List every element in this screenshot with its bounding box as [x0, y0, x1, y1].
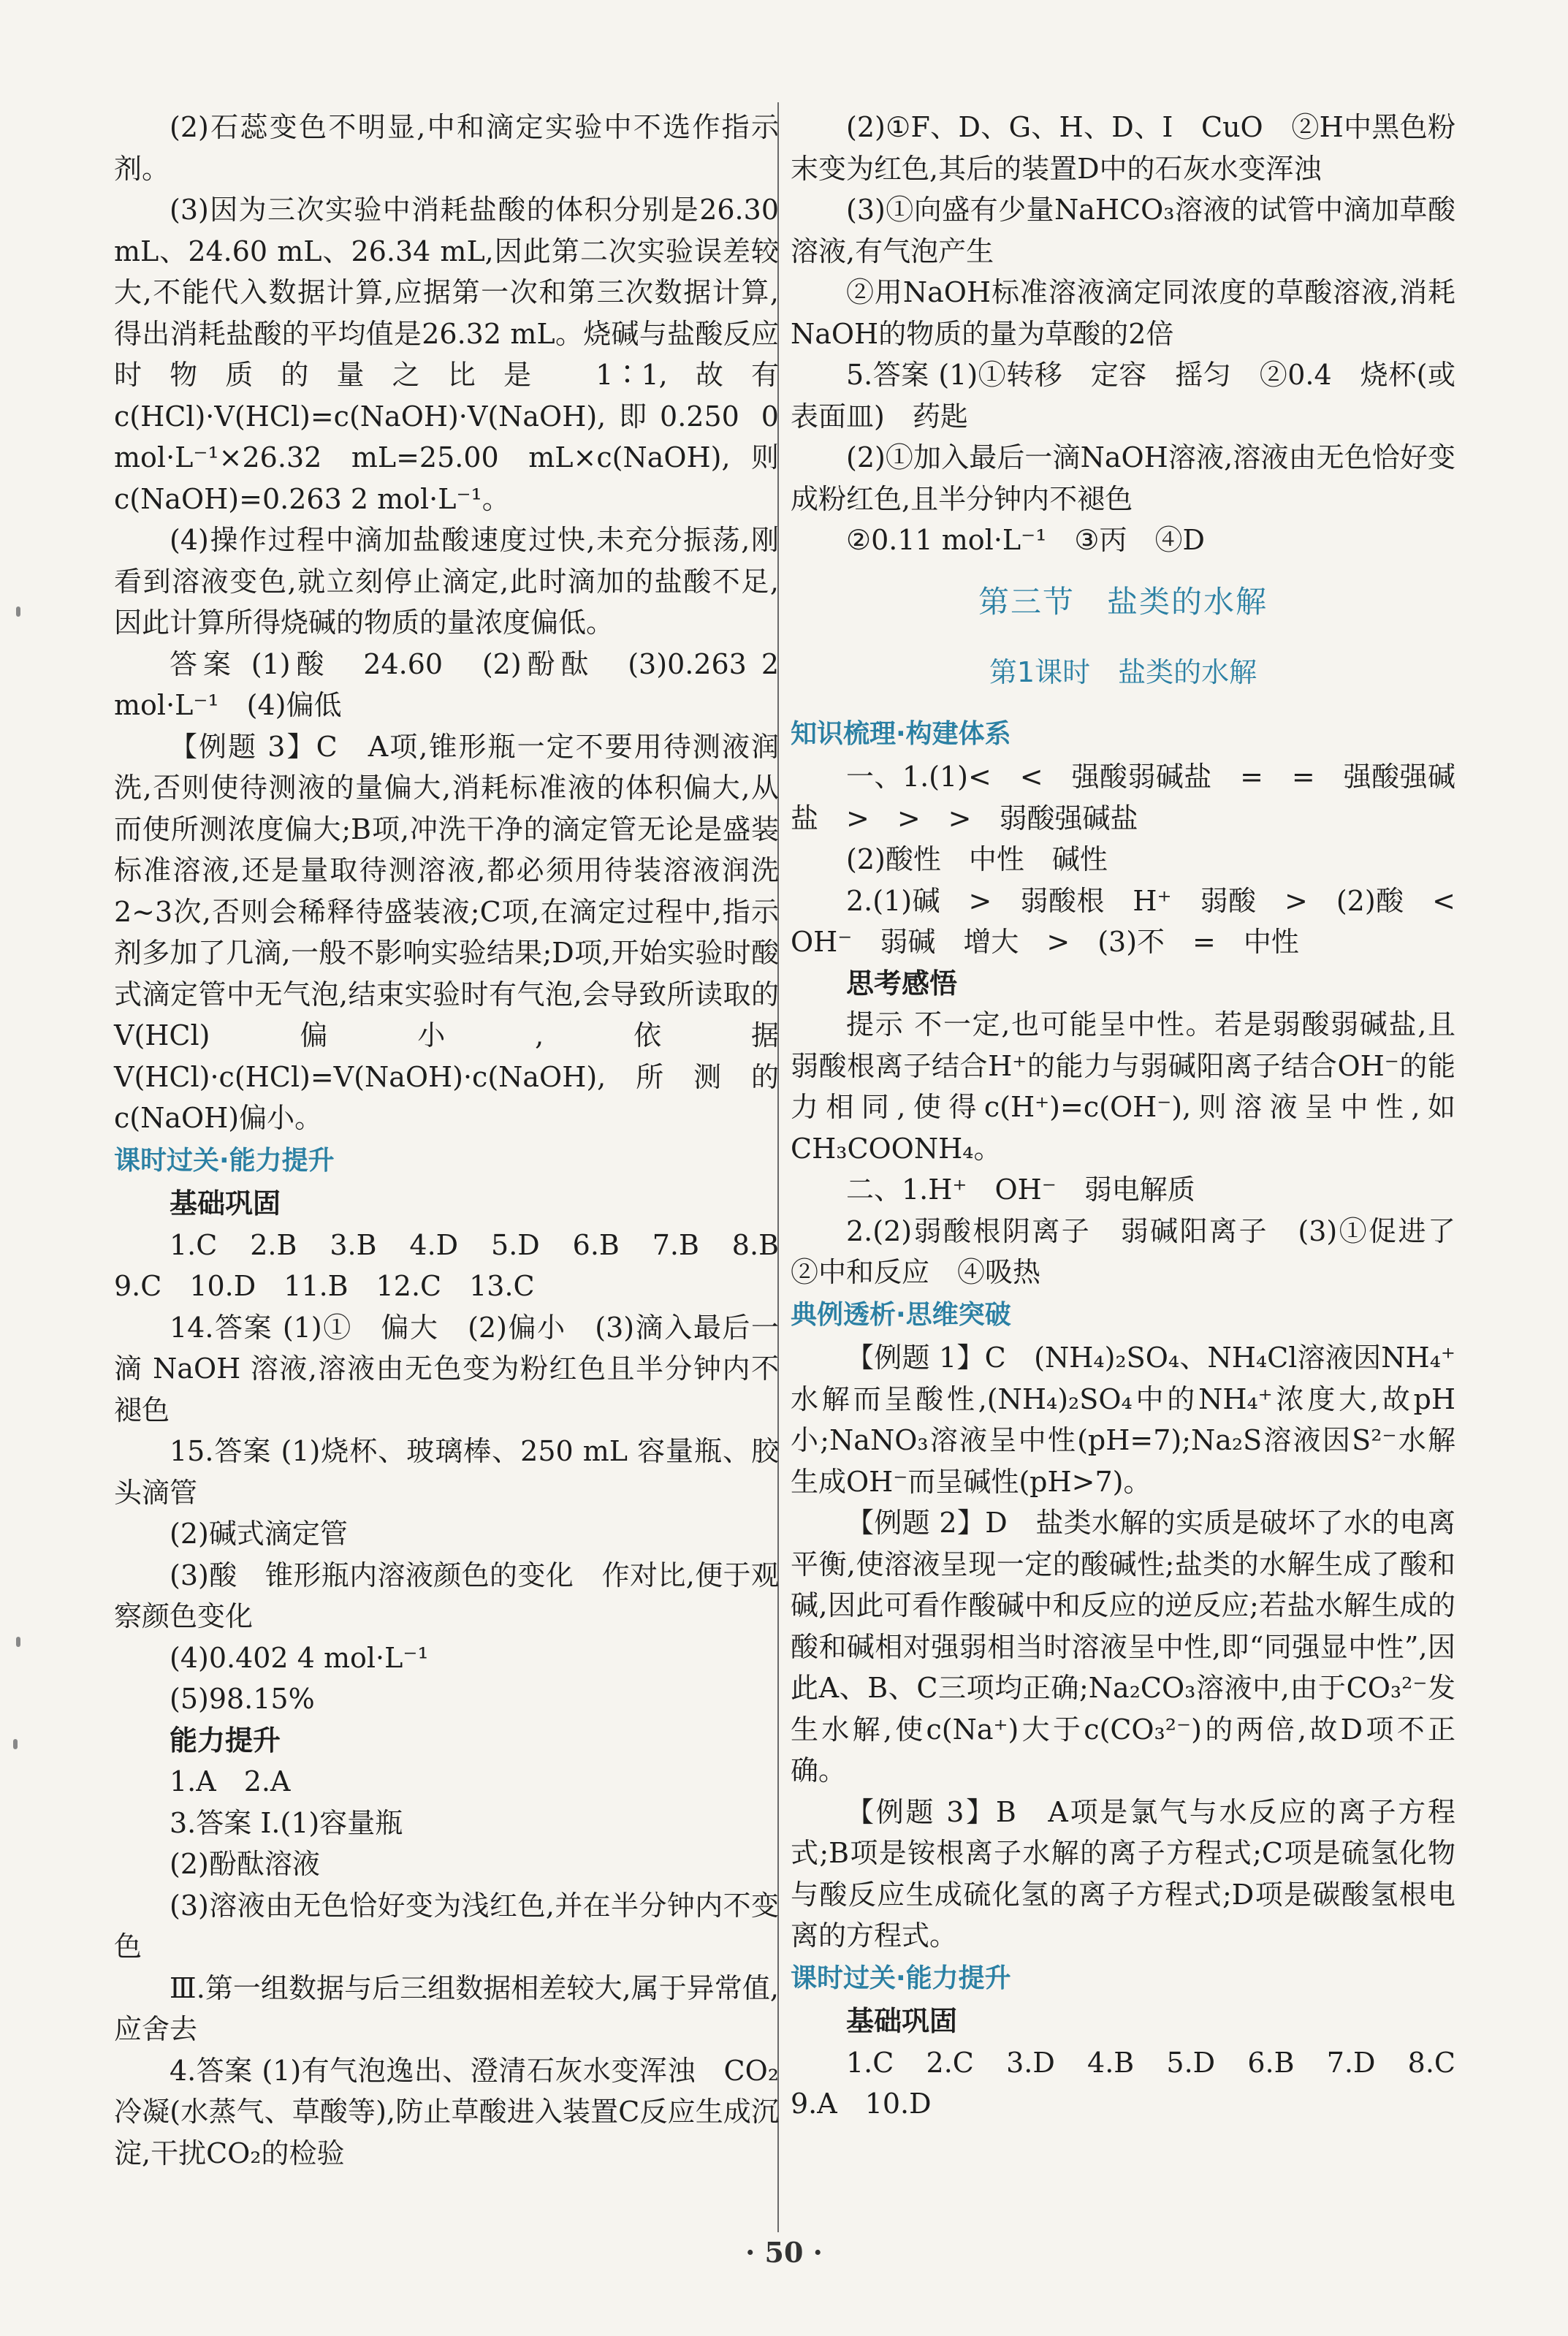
paragraph: 2.(2)弱酸根阴离子 弱碱阳离子 (3)①促进了 ②中和反应 ④吸热 [791, 1214, 1484, 1288]
answer-3: 3.答案 Ⅰ.(1)容量瓶 [170, 1806, 403, 1839]
paragraph: (3)①向盛有少量NaHCO₃溶液的试管中滴加草酸溶液,有气泡产生 [791, 194, 1455, 267]
answers-line: 1.C 2.B 3.B 4.D 5.D 6.B 7.B 8.B 9.C 10.D 11.B 12.C 13.C [114, 1228, 807, 1302]
paragraph: (3)因为三次实验中消耗盐酸的体积分别是26.30 mL、24.60 mL、26.34 mL,因此第二次实验误差较大,不能代入数据计算,应据第一次和第三次数据计算,得出消耗盐酸的平均值是26.32 mL。烧碱与盐酸反应时物质的量之比是 1∶1,故有c(HCl)·V(HCl)=c(NaOH)·V(NaOH),即0.250 0 mol·L⁻¹×26.32 mL=25.00 mL×c(NaOH),则c(NaOH)=0.263 2 mol·L⁻¹。 [114, 194, 779, 515]
answers-line: 1.C 2.C 3.D 4.B 5.D 6.B 7.D 8.C 9.A 10.D [791, 2046, 1484, 2120]
left-column [114, 107, 807, 2174]
subsection-heading: 思考感悟 [846, 966, 958, 1000]
answer-4: 4.答案 (1)有气泡逸出、澄清石灰水变浑浊 CO₂ 冷凝(水蒸气、草酸等),防止草酸进入装置C反应生成沉淀,干扰CO₂的检验 [114, 2054, 807, 2169]
example-3-paragraph: 【例题 3】C A项,锥形瓶一定不要用待测液润洗,否则使待测液的量偏大,消耗标准液的体积偏大,从而使所测浓度偏大;B项,冲洗干净的滴定管无论是盛装标准溶液,还是量取待测溶液,都必须用待装溶液润洗2~3次,否则会稀释待盛装液;C项,在滴定过程中,指示剂多加了几滴,一般不影响实验结果;D项,开始实验时酸式滴定管中无气泡,结束实验时有气泡,会导致所读取的V(HCl)偏小,依据V(HCl)·c(HCl)=V(NaOH)·c(NaOH),所测的c(NaOH)偏小。 [114, 730, 779, 1134]
paragraph: 一、1.(1)< < 强酸弱碱盐 = = 强酸强碱盐 > > > 弱酸强碱盐 [791, 761, 1455, 834]
paragraph: (2)酚酞溶液 [170, 1848, 320, 1880]
paragraph: (2)石蕊变色不明显,中和滴定实验中不选作指示剂。 [114, 111, 779, 185]
paragraph: (2)碱式滴定管 [170, 1518, 348, 1550]
example-2-paragraph: 【例题 2】D 盐类水解的实质是破坏了水的电离平衡,使溶液呈现一定的酸碱性;盐类的水解生成了酸和碱,因此可看作酸碱中和反应的逆反应;若盐水解生成的酸和碱相对强弱相当时溶液呈中性,即“同强显中性”,因此A、B、C三项均正确;Na₂CO₃溶液中,由于CO₃²⁻发生水解,使c(Na⁺)大于c(CO₃²⁻)的两倍,故D项不正确。 [791, 1507, 1455, 1787]
section-heading: 典例透析·思维突破 [791, 1299, 1011, 1330]
paragraph: (2)①F、D、G、H、D、I CuO ②H中黑色粉末变为红色,其后的装置D中的石灰水变浑浊 [791, 111, 1455, 185]
section-heading: 知识梳理·构建体系 [791, 718, 1011, 749]
subsection-heading: 基础巩固 [846, 2004, 958, 2037]
scan-mark [16, 606, 20, 617]
scan-mark [16, 1637, 20, 1647]
section-title: 第三节 盐类的水解 [978, 583, 1268, 620]
answer-15: 15.答案 (1)烧杯、玻璃棒、250 mL 容量瓶、胶头滴管 [114, 1435, 779, 1509]
scan-mark [13, 1739, 18, 1749]
subsection-heading: 基础巩固 [170, 1187, 281, 1220]
answers-line: 1.A 2.A [170, 1765, 291, 1797]
hint-paragraph: 提示 不一定,也可能呈中性。若是弱酸弱碱盐,且弱酸根离子结合H⁺的能力与弱碱阳离子结合OH⁻的能力相同,使得c(H⁺)=c(OH⁻),则溶液呈中性,如CH₃COONH₄。 [791, 1008, 1455, 1165]
paragraph: (2)①加入最后一滴NaOH溶液,溶液由无色恰好变成粉红色,且半分钟内不褪色 [791, 441, 1455, 515]
paragraph: (4)操作过程中滴加盐酸速度过快,未充分振荡,刚看到溶液变色,就立刻停止滴定,此时滴加的盐酸不足,因此计算所得烧碱的物质的量浓度偏低。 [114, 524, 779, 639]
paragraph: 二、1.H⁺ OH⁻ 弱电解质 [846, 1173, 1195, 1206]
section-heading: 课时过关·能力提升 [791, 1963, 1011, 1993]
paragraph: (3)溶液由无色恰好变为浅红色,并在半分钟内不变色 [114, 1889, 779, 1963]
section-heading: 课时过关·能力提升 [114, 1145, 335, 1176]
answer-14: 14.答案 (1)① 偏大 (2)偏小 (3)滴入最后一滴 NaOH 溶液,溶液由无色变为粉红色且半分钟内不褪色 [114, 1311, 779, 1426]
paragraph: (4)0.402 4 mol·L⁻¹ [170, 1641, 429, 1674]
answer-5: 5.答案 (1)①转移 定容 摇匀 ②0.4 烧杯(或表面皿) 药匙 [791, 359, 1455, 433]
paragraph: (2)酸性 中性 碱性 [846, 843, 1108, 875]
example-1-paragraph: 【例题 1】C (NH₄)₂SO₄、NH₄Cl溶液因NH₄⁺水解而呈酸性,(NH₄)₂SO₄中的NH₄⁺浓度大,故pH小;NaNO₃溶液呈中性(pH=7);Na₂S溶液因S²⁻水解生成OH⁻而呈碱性(pH>7)。 [791, 1342, 1455, 1498]
paragraph: (3)酸 锥形瓶内溶液颜色的变化 作对比,便于观察颜色变化 [114, 1559, 779, 1632]
paragraph: (5)98.15% [170, 1683, 315, 1715]
page-number: · 50 · [745, 2236, 823, 2269]
paragraph: 2.(1)碱 > 弱酸根 H⁺ 弱酸 > (2)酸 < OH⁻ 弱碱 增大 > (3)不 = 中性 [791, 884, 1484, 958]
paragraph: ②0.11 mol·L⁻¹ ③丙 ④D [846, 524, 1205, 556]
right-column [791, 107, 1484, 2125]
lesson-title: 第1课时 盐类的水解 [989, 656, 1257, 688]
subsection-heading: 能力提升 [170, 1723, 281, 1757]
paragraph: ②用NaOH标准溶液滴定同浓度的草酸溶液,消耗NaOH的物质的量为草酸的2倍 [791, 276, 1455, 350]
answer-paragraph: 答案 (1)酸 24.60 (2)酚酞 (3)0.263 2 mol·L⁻¹ (4)偏低 [114, 647, 779, 721]
example-3-paragraph: 【例题 3】B A项是氯气与水反应的离子方程式;B项是铵根离子水解的离子方程式;C项是硫氢化物与酸反应生成硫化氢的离子方程式;D项是碳酸氢根电离的方程式。 [791, 1795, 1455, 1952]
paragraph: Ⅲ.第一组数据与后三组数据相差较大,属于异常值,应舍去 [114, 1971, 779, 2045]
